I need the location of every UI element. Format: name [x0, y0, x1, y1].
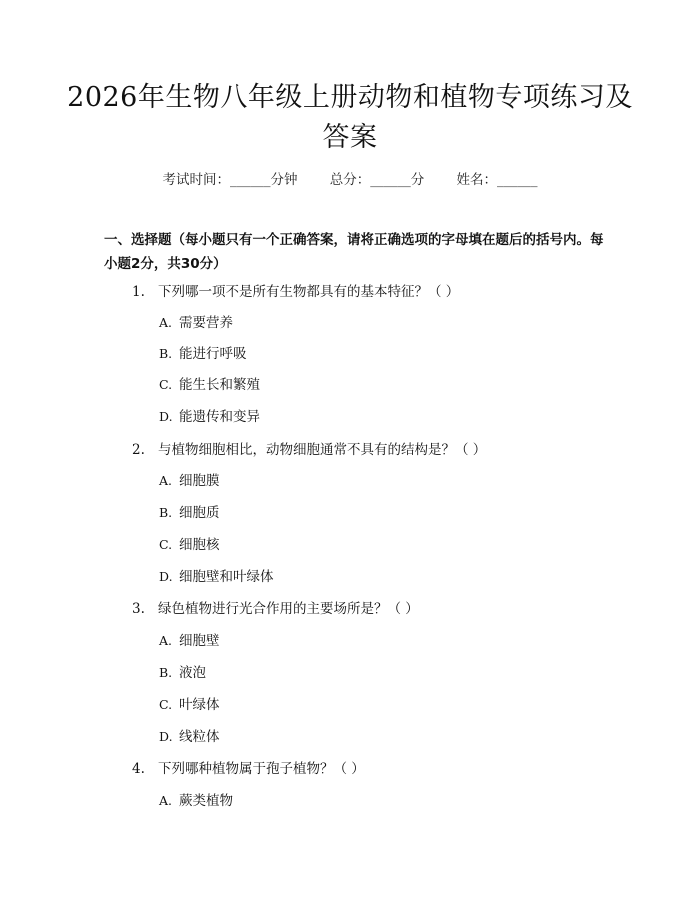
option-letter: A.: [159, 793, 173, 808]
question-2: [132, 440, 486, 460]
option-letter: B.: [159, 346, 173, 361]
option-letter: D.: [159, 729, 173, 744]
total-score-field: 总分：______分: [329, 172, 425, 188]
question-number: 3.: [132, 601, 145, 617]
option-text: 细胞质: [179, 505, 220, 521]
option-text: 能遗传和变异: [179, 409, 260, 425]
option-letter: C.: [159, 697, 173, 712]
question-number: 4.: [132, 761, 145, 777]
option-text: 液泡: [179, 665, 206, 681]
option-text: 能生长和繁殖: [179, 377, 260, 393]
option-letter: C.: [159, 377, 173, 392]
question-2-option-c: [159, 535, 220, 555]
question-text: 下列哪一项不是所有生物都具有的基本特征？（ ）: [158, 284, 460, 300]
exam-meta-line: [0, 168, 700, 188]
question-1-option-c: [159, 375, 260, 395]
question-2-option-a: [159, 471, 220, 491]
option-text: 叶绿体: [179, 697, 220, 713]
question-2-option-b: [159, 503, 220, 523]
option-text: 细胞膜: [179, 473, 220, 489]
question-3-option-a: [159, 631, 220, 651]
section-heading: 一、选择题（每小题只有一个正确答案，请将正确选项的字母填在题后的括号内。每小题2分，共30分）: [104, 232, 604, 272]
question-text: 与植物细胞相比，动物细胞通常不具有的结构是？（ ）: [158, 442, 487, 458]
option-text: 蕨类植物: [179, 793, 233, 809]
document-title: 2026年生物八年级上册动物和植物专项练习及答案: [67, 82, 633, 153]
exam-time-field: 考试时间：______分钟: [162, 172, 298, 188]
option-text: 线粒体: [179, 729, 220, 745]
question-number: 1.: [132, 284, 145, 300]
option-text: 细胞核: [179, 537, 220, 553]
question-4-option-a: [159, 791, 233, 811]
option-letter: B.: [159, 665, 173, 680]
option-letter: D.: [159, 409, 173, 424]
option-text: 需要营养: [179, 315, 233, 331]
question-text: 下列哪种植物属于孢子植物？（ ）: [158, 761, 365, 777]
student-name-field: 姓名：______: [456, 172, 538, 188]
question-3-option-d: [159, 727, 220, 747]
question-text: 绿色植物进行光合作用的主要场所是？（ ）: [158, 601, 419, 617]
option-text: 细胞壁和叶绿体: [179, 569, 274, 585]
question-3: [132, 599, 419, 619]
option-text: 细胞壁: [179, 633, 220, 649]
option-letter: A.: [159, 315, 173, 330]
question-3-option-c: [159, 695, 220, 715]
option-text: 能进行呼吸: [179, 346, 247, 362]
question-1-option-d: [159, 407, 260, 427]
question-number: 2.: [132, 442, 145, 458]
option-letter: A.: [159, 473, 173, 488]
question-4: [132, 759, 365, 779]
option-letter: A.: [159, 633, 173, 648]
option-letter: C.: [159, 537, 173, 552]
question-3-option-b: [159, 663, 206, 683]
question-1-option-a: [159, 313, 233, 333]
question-1: [132, 282, 459, 302]
option-letter: D.: [159, 569, 173, 584]
question-2-option-d: [159, 567, 274, 587]
option-letter: B.: [159, 505, 173, 520]
question-1-option-b: [159, 344, 247, 364]
